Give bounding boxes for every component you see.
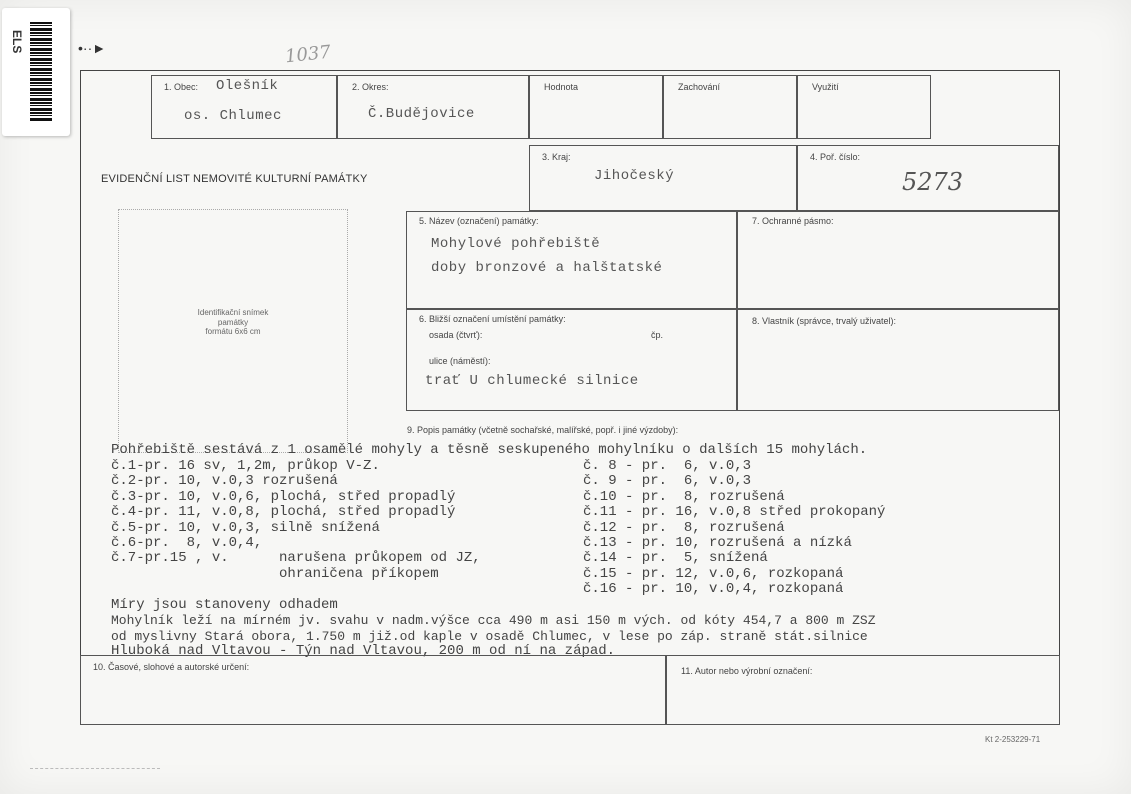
obec-value: Olešník — [216, 78, 279, 94]
popis-tail-line: Míry jsou stanoveny odhadem — [111, 597, 338, 613]
umisteni-cell — [406, 309, 737, 411]
list-item: č.13 - pr. 10, rozrušená a nízká — [583, 535, 852, 552]
obec-label: 1. Obec: — [164, 82, 199, 92]
obec-cell — [151, 75, 337, 139]
vyuziti-label: Využití — [812, 82, 839, 92]
sticker-label: ELS — [10, 30, 24, 54]
kraj-label: 3. Kraj: — [542, 152, 571, 162]
hodnota-label: Hodnota — [544, 82, 579, 92]
okres-cell — [337, 75, 529, 139]
okres-value: Č.Budějovice — [368, 106, 475, 122]
popis-right-list — [583, 459, 885, 598]
list-item: č. 8 - pr. 6, v.0,3 — [583, 458, 752, 474]
record-form — [80, 70, 1060, 725]
list-item: č.3-pr. 10, v.0,6, plochá, střed propadlý — [111, 488, 456, 505]
barcode-icon — [30, 22, 52, 122]
form-title: EVIDENČNÍ LIST NEMOVITÉ KULTURNÍ PAMÁTKY — [101, 173, 368, 185]
okres-label: 2. Okres: — [352, 82, 389, 92]
poradove-cislo-value: 5273 — [902, 168, 964, 196]
osada-label: osada (čtvrť): — [429, 330, 483, 340]
ochranne-pasmo-label: 7. Ochranné pásmo: — [752, 216, 834, 226]
nazev-label: 5. Název (označení) památky: — [419, 216, 539, 226]
popis-left-list — [111, 459, 481, 582]
divider — [30, 768, 160, 769]
list-item: č.6-pr. 8, v.0,4, — [111, 535, 263, 552]
popis-tail-line: Hluboká nad Vltavou - Týn nad Vltavou, 200 m od ní na západ. — [111, 643, 616, 660]
arrow-mark-icon: •··► — [78, 40, 107, 56]
autor-cell — [666, 655, 1060, 725]
obec-value-line2: os. Chlumec — [184, 108, 282, 124]
poradove-cislo-label: 4. Poř. číslo: — [810, 152, 861, 162]
casove-urceni-cell — [80, 655, 666, 725]
handwritten-note: 1037 — [284, 41, 332, 68]
list-item: č.2-pr. 10, v.0,3 rozrušená — [111, 473, 338, 490]
list-item: č. 9 - pr. 6, v.0,3 — [583, 473, 752, 490]
cp-label: čp. — [651, 330, 664, 340]
popis-tail-line: Mohylník leží na mírném jv. svahu v nadm.výšce cca 490 m asi 150 m vých. od kóty 454,7 a 800 m ZSZ — [111, 613, 876, 629]
zachovani-cell — [663, 75, 797, 139]
list-item: č.7-pr.15 , v. narušena průkopem od JZ, — [111, 550, 481, 567]
photo-caption-line3: formátu 6x6 cm — [205, 327, 261, 337]
umisteni-label: 6. Bližší označení umístění památky: — [419, 314, 566, 324]
list-item: č.1-pr. 16 sv, 1,2m, průkop V-Z. — [111, 458, 380, 474]
autor-label: 11. Autor nebo výrobní označení: — [681, 666, 813, 676]
photo-caption-line2: památky — [217, 317, 249, 327]
list-item: č.4-pr. 11, v.0,8, plochá, střed propadlý — [111, 504, 456, 521]
ochranne-pasmo-cell — [737, 211, 1059, 309]
popis-intro: Pohřebiště sestává z 1 osamělé mohyly a těsně seskupeného mohylníku o dalších 15 mohylách. — [111, 442, 868, 458]
ulice-label: ulice (náměstí): — [429, 356, 491, 366]
popis-label: 9. Popis památky (včetně sochařské, malířské, popř. i jiné výzdoby): — [407, 425, 679, 435]
vlastnik-cell — [737, 309, 1059, 411]
zachovani-label: Zachování — [678, 82, 721, 92]
ulice-value: trať U chlumecké silnice — [425, 373, 639, 389]
kraj-value: Jihočeský — [594, 168, 675, 184]
popis-tail — [111, 598, 876, 660]
vyuziti-cell — [797, 75, 931, 139]
poradove-cislo-cell — [797, 145, 1059, 211]
photo-caption — [119, 308, 347, 337]
list-item: č.10 - pr. 8, rozrušená — [583, 488, 785, 505]
nazev-value-line1: Mohylové pohřebiště — [431, 236, 601, 252]
casove-urceni-label: 10. Časové, slohové a autorské určení: — [93, 662, 250, 672]
photo-placeholder — [118, 209, 348, 453]
vlastnik-label: 8. Vlastník (správce, trvalý uživatel): — [752, 316, 897, 326]
list-item: č.16 - pr. 10, v.0,4, rozkopaná — [583, 581, 844, 598]
popis-tail-line: od myslivny Stará obora, 1.750 m již.od kaple v osadě Chlumec, v lese po záp. straně stát.silnice — [111, 628, 868, 644]
hodnota-cell — [529, 75, 663, 139]
kraj-cell — [529, 145, 797, 211]
nazev-value-line2: doby bronzové a halštatské — [431, 260, 663, 276]
photo-caption-line1: Identifikační snímek — [197, 308, 269, 317]
list-item: č.15 - pr. 12, v.0,6, rozkopaná — [583, 565, 844, 582]
form-code: Kt 2-253229-71 — [985, 735, 1041, 744]
list-item: č.11 - pr. 16, v.0,8 střed prokopaný — [583, 504, 886, 521]
barcode-sticker — [2, 8, 70, 136]
list-item: č.14 - pr. 5, snížená — [583, 550, 768, 567]
list-item: ohraničena příkopem — [111, 565, 439, 582]
list-item: č.12 - pr. 8, rozrušená — [583, 519, 785, 536]
nazev-cell — [406, 211, 737, 309]
list-item: č.5-pr. 10, v.0,3, silně snížená — [111, 519, 380, 536]
